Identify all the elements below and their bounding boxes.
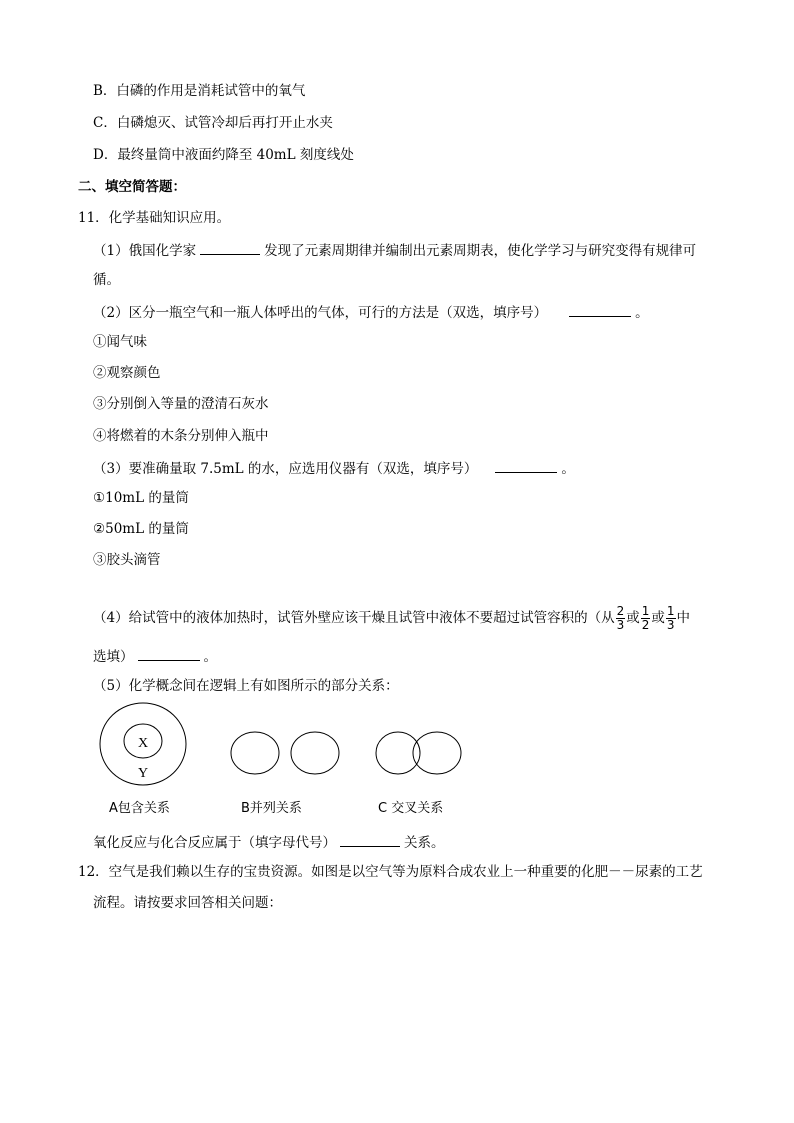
q11-part3-option-1: ①10mL 的量筒	[93, 490, 189, 506]
caption-c: C 交叉关系	[378, 801, 444, 816]
answer-blank-2[interactable]	[569, 302, 631, 317]
logic-relationship-diagram	[95, 700, 475, 790]
q12-line-1: 12．空气是我们赖以生存的宝贵资源。如图是以空气等为原料合成农业上一种重要的化肥－－尿素的工艺	[78, 864, 703, 880]
q11-part2-text: （2）区分一瓶空气和一瓶人体呼出的气体，可行的方法是（双选，填序号）	[93, 305, 548, 321]
q11-part2-option-1: ①闻气味	[93, 334, 147, 350]
q11-part3-text: （3）要准确量取 7.5mL 的水，应选用仪器有（双选，填序号）	[93, 461, 478, 477]
q11-part1-prefix: （1）俄国化学家	[93, 243, 197, 259]
fraction-one-half: $\frac{1}{2}$	[641, 604, 650, 632]
diagram-b-parallel	[231, 732, 339, 774]
q11-part5: （5）化学概念间在逻辑上有如图所示的部分关系：	[93, 678, 399, 694]
q11-part2-end: 。	[635, 305, 649, 321]
q11-part1	[93, 240, 696, 260]
q11-part3-option-2: ②50mL 的量筒	[93, 521, 189, 537]
option-b: B．白磷的作用是消耗试管中的氧气	[93, 83, 306, 99]
section-title: 二、填空简答题：	[78, 179, 186, 195]
q11-part4-cont	[93, 646, 217, 666]
or-word-1: 或	[626, 610, 640, 626]
q11-part2-option-2: ②观察颜色	[93, 365, 161, 381]
q11-part4-mid: 中	[676, 610, 691, 626]
q11-part1-suffix: 发现了元素周期律并编制出元素周期表，使化学学习与研究变得有规律可	[264, 243, 697, 259]
option-c: C．白磷熄灭、试管冷却后再打开止水夹	[93, 115, 333, 131]
diagram-c-intersection	[376, 732, 461, 774]
caption-b: B并列关系	[241, 801, 302, 816]
caption-a: A包含关系	[109, 801, 170, 816]
circle-b-right	[291, 732, 339, 774]
answer-blank-4[interactable]	[138, 646, 200, 661]
answer-blank-5[interactable]	[340, 832, 400, 847]
q11-part1-cont: 循。	[93, 272, 120, 288]
fraction-two-thirds: $\frac{2}{3}$	[616, 604, 625, 632]
q11-part4-cont-text: 选填）	[93, 649, 134, 665]
circle-b-left	[231, 732, 279, 774]
q11-part2-option-3: ③分别倒入等量的澄清石灰水	[93, 396, 269, 412]
x-label: X	[137, 736, 149, 751]
q11-part4-text: （4）给试管中的液体加热时，试管外壁应该干燥且试管中液体不要超过试管容积的（从	[93, 610, 615, 626]
q11-part4-end: 。	[203, 649, 217, 665]
fraction-one-third: $\frac{1}{3}$	[666, 604, 675, 632]
diagram-svg	[95, 700, 475, 790]
q11-title: 11．化学基础知识应用。	[78, 210, 231, 226]
q12-line-2: 流程。请按要求回答相关问题：	[93, 895, 282, 911]
y-label: Y	[137, 766, 149, 781]
q11-part4	[93, 597, 690, 639]
q11-part2	[93, 302, 649, 322]
q11-part5-end: 关系。	[404, 835, 445, 851]
or-word-2: 或	[651, 610, 665, 626]
q11-part3-option-3: ③胶头滴管	[93, 552, 161, 568]
answer-blank-3[interactable]	[495, 458, 557, 473]
q11-part2-option-4: ④将燃着的木条分别伸入瓶中	[93, 428, 269, 444]
q11-part3-end: 。	[561, 461, 575, 477]
answer-blank-1[interactable]	[200, 240, 260, 255]
q11-part3	[93, 458, 575, 478]
diagram-a-inclusion	[100, 703, 186, 785]
q11-part5-question	[93, 832, 445, 852]
option-d: D．最终量筒中液面约降至 40mL 刻度线处	[93, 147, 354, 163]
q11-part5-question-text: 氧化反应与化合反应属于（填字母代号）	[93, 835, 336, 851]
